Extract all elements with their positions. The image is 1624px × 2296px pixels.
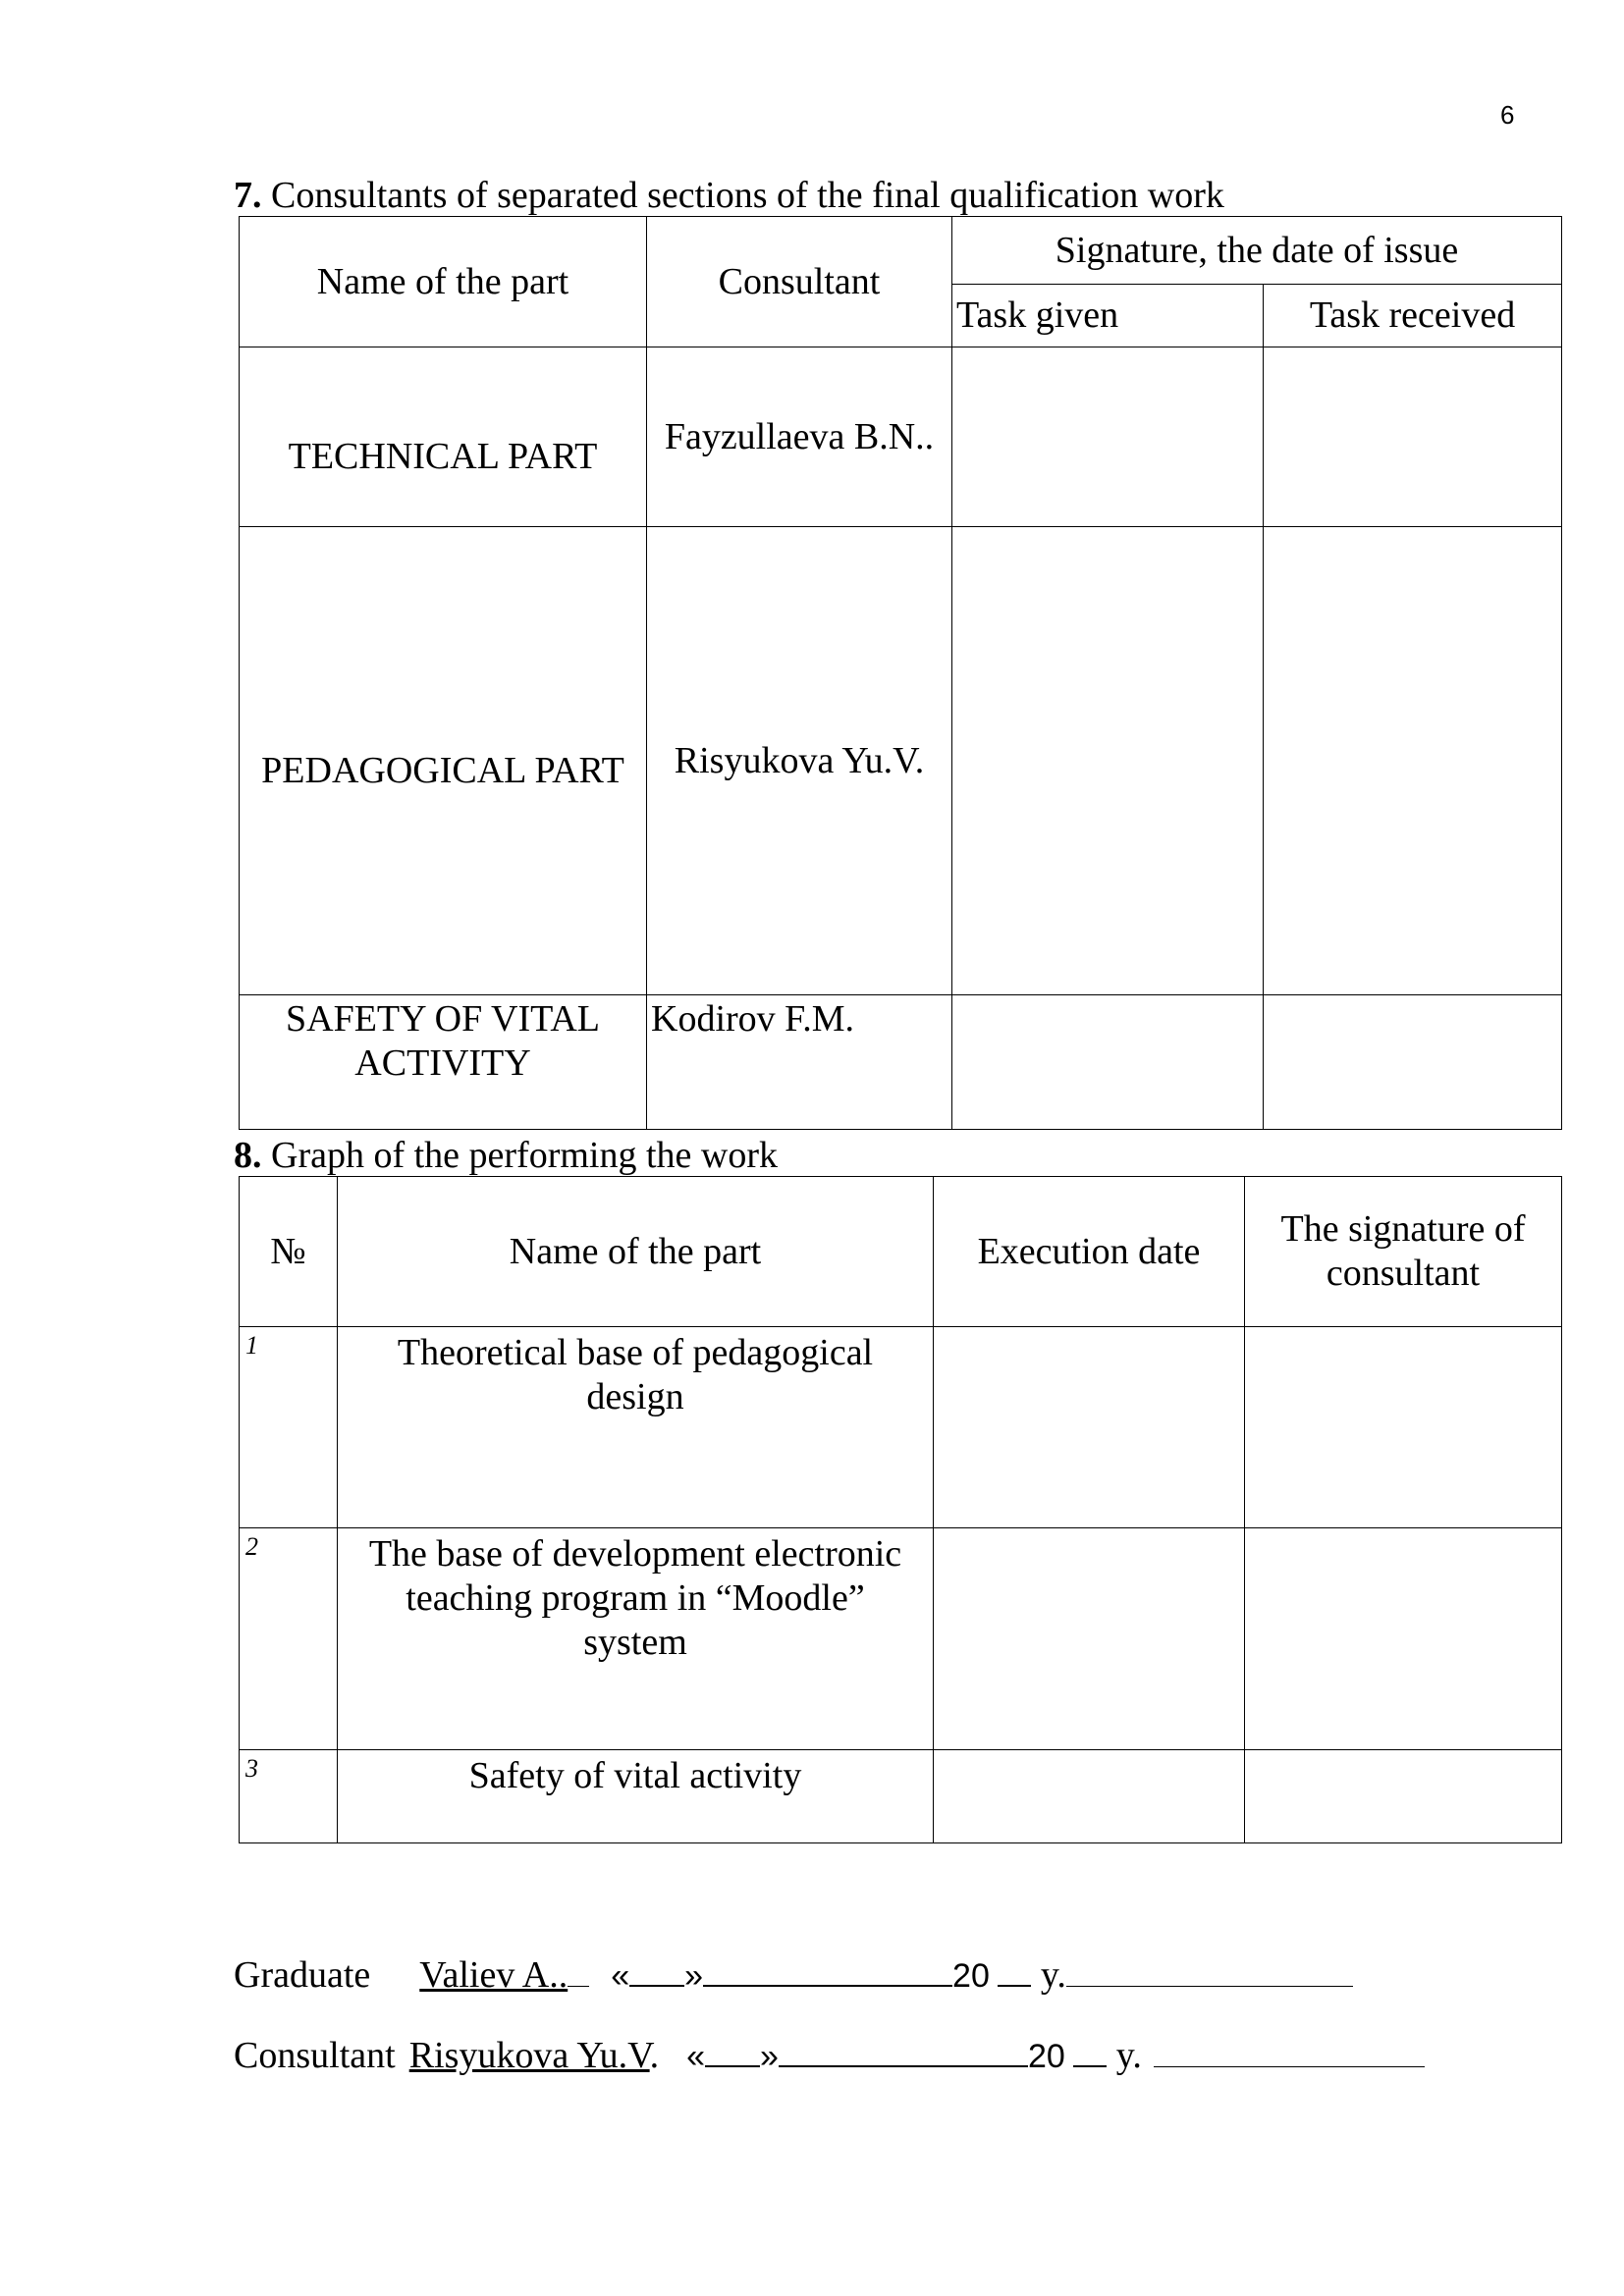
consultant-name: Risyukova Yu.V — [408, 2035, 650, 2076]
header-task-received: Task received — [1264, 285, 1562, 347]
row-task-given-cell[interactable] — [952, 347, 1264, 527]
consultant-close-quote: » — [760, 2038, 779, 2075]
consultant-year-blank[interactable] — [1073, 2036, 1107, 2067]
graduate-year-suffix: y. — [1040, 1954, 1066, 1996]
consultant-label: Consultant — [234, 2035, 396, 2076]
consultant-month-blank[interactable] — [779, 2036, 1028, 2067]
page-number: 6 — [1500, 100, 1515, 130]
graduate-open-quote: « — [611, 1957, 630, 1995]
consultant-name-dot: . — [649, 2035, 660, 2076]
row-execution-date-cell[interactable] — [934, 1750, 1245, 1843]
graduate-day-blank[interactable] — [629, 1955, 684, 1987]
row-number: 2 — [240, 1528, 338, 1750]
consultant-year-prefix: 20 — [1027, 2038, 1065, 2075]
section-8-heading — [234, 1137, 778, 1174]
section-7-title: Consultants of separated sections of the final qualification work — [271, 175, 1224, 216]
graduate-close-quote: » — [684, 1957, 704, 1995]
row-consultant-safety: Kodirov F.M. — [647, 995, 952, 1130]
graduate-name: Valiev A.. — [419, 1954, 568, 1996]
row-part-name: Safety of vital activity — [338, 1750, 934, 1843]
row-part-name: The base of development electronic teaching program in “Moodle” system — [338, 1528, 934, 1750]
row-signature-cell[interactable] — [1245, 1327, 1562, 1528]
row-part-name: Theoretical base of pedagogical design — [338, 1327, 934, 1528]
row-number: 1 — [240, 1327, 338, 1528]
row-task-received-cell[interactable] — [1264, 995, 1562, 1130]
row-task-given-cell[interactable] — [952, 995, 1264, 1130]
header-number: № — [240, 1177, 338, 1327]
graduate-year-prefix: 20 — [952, 1957, 990, 1995]
header-part-name: Name of the part — [338, 1177, 934, 1327]
graduate-signature-blank[interactable] — [1066, 1956, 1353, 1987]
graduate-month-blank[interactable] — [703, 1955, 952, 1987]
work-schedule-table — [239, 1176, 1562, 1843]
header-task-given: Task given — [952, 285, 1264, 347]
section-8-title: Graph of the performing the work — [271, 1135, 779, 1176]
row-consultant-technical: Fayzullaeva B.N.. — [647, 347, 952, 527]
graduate-year-blank[interactable] — [998, 1955, 1031, 1987]
section-7-number: 7. — [234, 175, 262, 216]
section-8-number: 8. — [234, 1135, 262, 1176]
row-task-given-cell[interactable] — [952, 527, 1264, 995]
consultant-day-blank[interactable] — [705, 2036, 760, 2067]
row-signature-cell[interactable] — [1245, 1528, 1562, 1750]
consultant-year-suffix: y. — [1115, 2035, 1142, 2076]
row-part-pedagogical: PEDAGOGICAL PART — [240, 527, 647, 995]
consultant-signature-line — [234, 2036, 1425, 2074]
row-number: 3 — [240, 1750, 338, 1843]
row-execution-date-cell[interactable] — [934, 1327, 1245, 1528]
graduate-label: Graduate — [234, 1954, 371, 1996]
row-consultant-pedagogical: Risyukova Yu.V. — [647, 527, 952, 995]
row-task-received-cell[interactable] — [1264, 347, 1562, 527]
header-execution-date: Execution date — [934, 1177, 1245, 1327]
row-execution-date-cell[interactable] — [934, 1528, 1245, 1750]
section-7-heading — [234, 177, 1224, 214]
consultants-table — [239, 216, 1562, 1130]
header-consultant: Consultant — [647, 217, 952, 347]
header-consultant-signature: The signature of consultant — [1245, 1177, 1562, 1327]
row-part-safety: SAFETY OF VITAL ACTIVITY — [240, 995, 647, 1130]
row-signature-cell[interactable] — [1245, 1750, 1562, 1843]
header-name-of-part: Name of the part — [240, 217, 647, 347]
row-part-technical: TECHNICAL PART — [240, 347, 647, 527]
row-task-received-cell[interactable] — [1264, 527, 1562, 995]
graduate-signature-line — [234, 1955, 1353, 1994]
consultant-signature-blank[interactable] — [1154, 2037, 1425, 2067]
header-signature-date: Signature, the date of issue — [952, 217, 1562, 285]
consultant-open-quote: « — [686, 2038, 706, 2075]
